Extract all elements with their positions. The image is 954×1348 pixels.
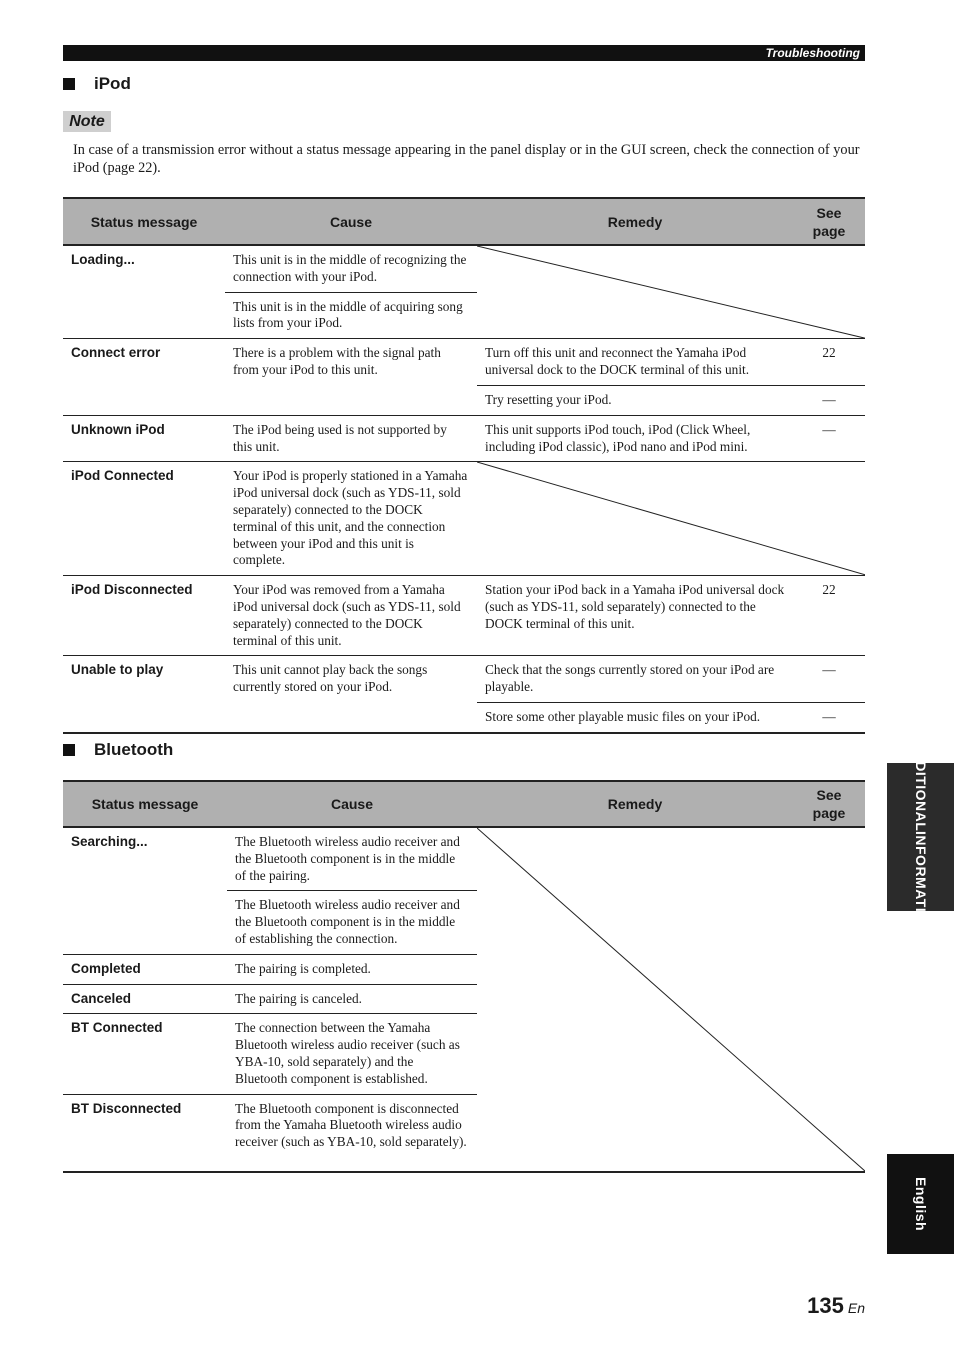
- cause-cell: The Bluetooth wireless audio receiver and the Bluetooth component is in the middle of the pairing.: [235, 834, 460, 883]
- table-row: [63, 576, 865, 656]
- cause-cell: The iPod being used is not supported by this unit.: [233, 421, 447, 454]
- table-row: [63, 415, 865, 462]
- table-header-row: [63, 198, 865, 245]
- col-status-header: Status message: [63, 781, 227, 827]
- status-ipod-disconnected: iPod Disconnected: [71, 582, 193, 598]
- status-completed: Completed: [71, 960, 141, 976]
- page-number: 135 En: [807, 1293, 865, 1318]
- status-unknown-ipod: Unknown iPod: [71, 421, 165, 437]
- table-row: [63, 827, 865, 891]
- section-title: Troubleshooting: [765, 46, 860, 60]
- status-bt-connected: BT Connected: [71, 1020, 163, 1036]
- remedy-cell: This unit supports iPod touch, iPod (Click Wheel, including iPod classic), iPod nano and iPod mini.: [485, 421, 751, 454]
- note-label: Note: [63, 111, 111, 132]
- col-remedy-header: Remedy: [477, 198, 793, 245]
- col-status-header: Status message: [63, 198, 225, 245]
- status-unable-to-play: Unable to play: [71, 662, 164, 678]
- cause-cell: Your iPod was removed from a Yamaha iPod universal dock (such as YDS-11, sold separately) connected to the DOCK terminal of this unit.: [233, 582, 461, 648]
- section-header-bar: [63, 45, 865, 61]
- status-canceled: Canceled: [71, 990, 132, 1006]
- page-cell: —: [822, 662, 836, 678]
- cause-cell: This unit is in the middle of recognizing the connection with your iPod.: [233, 252, 467, 284]
- col-page-header: See page: [793, 198, 865, 245]
- ipod-heading: [63, 74, 131, 94]
- table-header-row: [63, 781, 865, 827]
- cause-cell: Your iPod is properly stationed in a Yamaha iPod universal dock (such as YDS-11, sold separately) connected to the DOCK terminal of this unit, and the connection between your iPod and this unit is complete.: [233, 468, 468, 568]
- square-bullet-icon: [63, 744, 75, 756]
- ipod-heading-text: iPod: [94, 74, 131, 93]
- ipod-troubleshooting-table: [63, 197, 865, 734]
- empty-diagonal-cell: [477, 827, 865, 1172]
- cause-cell: The Bluetooth component is disconnected from the Yamaha Bluetooth wireless audio receiver (such as YBA-10, sold separately).: [235, 1100, 467, 1150]
- col-cause-header: Cause: [225, 198, 477, 245]
- cause-cell: This unit cannot play back the songs currently stored on your iPod.: [233, 662, 428, 695]
- col-remedy-header: Remedy: [477, 781, 793, 827]
- status-bt-disconnected: BT Disconnected: [71, 1100, 182, 1116]
- table-row: [63, 462, 865, 576]
- page-cell: —: [793, 385, 865, 415]
- page-cell: —: [822, 421, 836, 437]
- status-connect-error: Connect error: [71, 345, 161, 361]
- bluetooth-troubleshooting-table: [63, 780, 865, 1173]
- table-row: [63, 245, 865, 292]
- remedy-cell: Try resetting your iPod.: [477, 385, 793, 415]
- remedy-cell: Check that the songs currently stored on your iPod are playable.: [485, 662, 775, 695]
- status-searching: Searching...: [71, 834, 148, 849]
- note-text: In case of a transmission error without a status message appearing in the panel display or in the GUI screen, check the connection of your iPod (page 22).: [73, 142, 860, 176]
- col-cause-header: Cause: [227, 781, 477, 827]
- table-row: [63, 339, 865, 386]
- cause-cell: This unit is in the middle of acquiring song lists from your iPod.: [225, 292, 477, 339]
- table-row: [63, 656, 865, 703]
- side-tab-additional-information: ADDITIONAL INFORMATION: [887, 763, 954, 911]
- empty-diagonal-cell: [477, 245, 865, 339]
- bluetooth-heading: [63, 740, 173, 760]
- page-cell: —: [793, 702, 865, 732]
- remedy-cell: Turn off this unit and reconnect the Yamaha iPod universal dock to the DOCK terminal of this unit.: [485, 345, 750, 377]
- remedy-cell: Station your iPod back in a Yamaha iPod universal dock (such as YDS-11, sold separately) connected to the DOCK terminal of this unit.: [485, 582, 785, 631]
- cause-cell: The Bluetooth wireless audio receiver and the Bluetooth component is in the middle of establishing the connection.: [227, 891, 477, 954]
- side-tab-english: English: [887, 1154, 954, 1254]
- page-cell: 22: [822, 345, 836, 361]
- cause-cell: There is a problem with the signal path from your iPod to this unit.: [233, 345, 441, 377]
- status-loading: Loading...: [71, 252, 135, 267]
- col-page-header: See page: [793, 781, 865, 827]
- cause-cell: The connection between the Yamaha Bluetooth wireless audio receiver (such as YBA-10, sold separately) and the Bluetooth component is established.: [235, 1020, 460, 1086]
- cause-cell: The pairing is canceled.: [235, 990, 363, 1006]
- empty-diagonal-cell: [477, 462, 865, 576]
- cause-cell: The pairing is completed.: [235, 960, 371, 976]
- square-bullet-icon: [63, 78, 75, 90]
- page-cell: 22: [822, 582, 836, 598]
- remedy-cell: Store some other playable music files on your iPod.: [477, 702, 793, 732]
- bluetooth-heading-text: Bluetooth: [94, 740, 174, 759]
- status-ipod-connected: iPod Connected: [71, 468, 174, 484]
